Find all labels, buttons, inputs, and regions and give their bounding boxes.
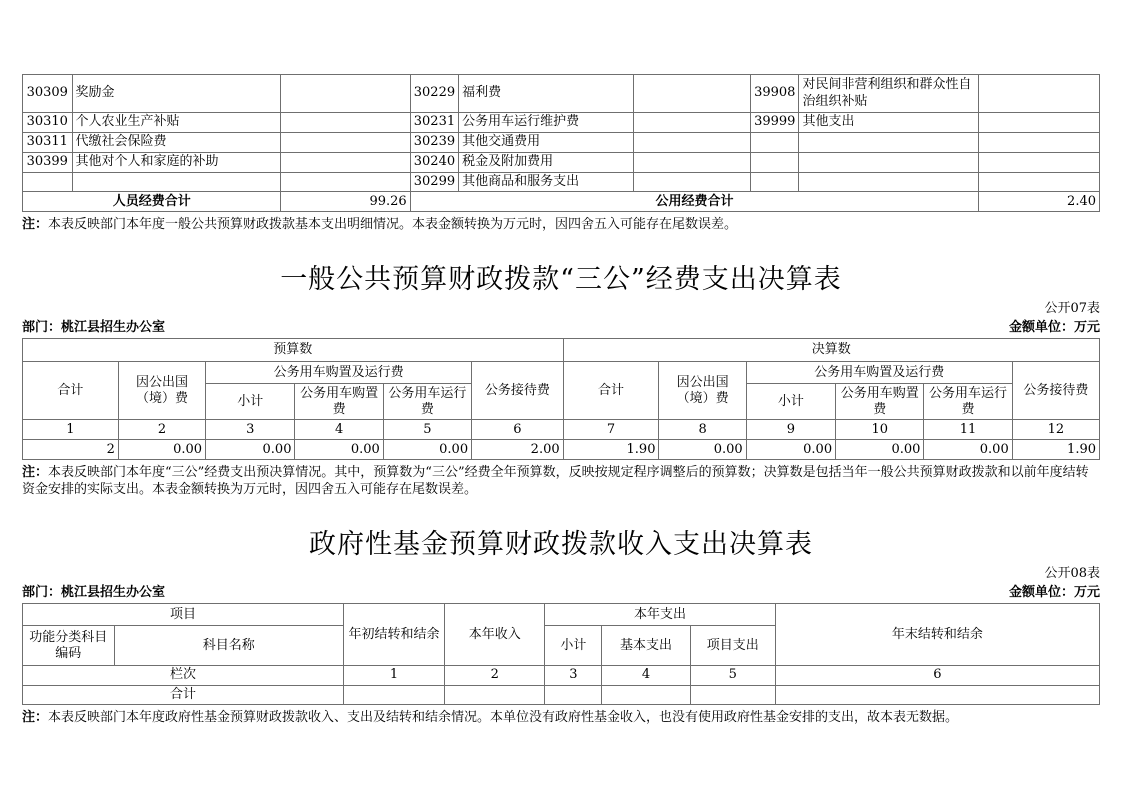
value-cell: 0.00 xyxy=(659,440,746,460)
department-label: 部门：桃江县招生办公室 xyxy=(22,585,166,601)
note-text: 本表反映部门本年度一般公共预算财政拨款基本支出明细情况。本表金额转换为万元时，因四舍五入可能存在尾数误差。 xyxy=(48,217,738,233)
cell-code: 30299 xyxy=(410,173,458,192)
cell-name: 福利费 xyxy=(459,75,633,113)
column-number-cell: 9 xyxy=(746,420,835,440)
cell-value xyxy=(281,153,410,173)
cell-value xyxy=(979,75,1100,113)
public-total-label-cell: 公用经费合计 xyxy=(410,192,979,212)
budget-group-header-cell: 预算数 xyxy=(23,339,564,362)
column-number-cell: 4 xyxy=(295,420,383,440)
value-cell: 0.00 xyxy=(383,440,471,460)
value-cell: 0.00 xyxy=(118,440,205,460)
cell-name: 对民间非营利组织和群众性自治组织补贴 xyxy=(799,75,979,113)
sangong-table-title: 一般公共预算财政拨款“三公”经费支出决算表 xyxy=(280,264,842,296)
cell-code: 30309 xyxy=(23,75,73,113)
empty-value-cell xyxy=(343,685,444,704)
note-prefix: 注： xyxy=(22,465,49,481)
header-row-top xyxy=(23,604,1100,626)
govfund-table-note xyxy=(22,709,1100,726)
note-text: 本表反映部门本年度“三公”经费支出预决算情况。其中，预算数为“三公”经费全年预算数，反映按规定程序调整后的预算数；决算数是包括当年一般公共预算财政拨款和以前年度结转资金安排的实际支出。本表金额转换为万元时，因四舍五入可能存在尾数误差。 xyxy=(22,465,1089,498)
header-cell-year-income: 本年收入 xyxy=(445,604,545,666)
public-total-value-cell: 2.40 xyxy=(979,192,1100,212)
cell-value xyxy=(633,153,750,173)
empty-value-cell xyxy=(775,685,1099,704)
govfund-table-code: 公开08表 xyxy=(1044,566,1100,582)
value-cell: 1.90 xyxy=(563,440,659,460)
cell-code xyxy=(23,173,73,192)
cell-code: 30229 xyxy=(410,75,458,113)
cell-name: 代缴社会保险费 xyxy=(72,133,281,153)
cell-value xyxy=(281,133,410,153)
value-cell: 0.00 xyxy=(924,440,1012,460)
value-cell: 0.00 xyxy=(836,440,924,460)
cell-name: 其他对个人和家庭的补助 xyxy=(72,153,281,173)
final-group-header-cell: 决算数 xyxy=(563,339,1099,362)
header-cell-subtotal: 小计 xyxy=(746,384,835,420)
header-cell-vehicle-purchase: 公务用车购置费 xyxy=(295,384,383,420)
value-row xyxy=(23,440,1100,460)
cell-value xyxy=(979,153,1100,173)
cell-value xyxy=(281,113,410,133)
value-cell: 2.00 xyxy=(472,440,564,460)
cell-code xyxy=(751,173,799,192)
note-text: 本表反映部门本年度政府性基金预算财政拨款收入、支出及结转和结余情况。本单位没有政府性基金收入，也没有使用政府性基金安排的支出，故本表无数据。 xyxy=(48,709,959,725)
cell-name xyxy=(72,173,281,192)
cell-code: 30231 xyxy=(410,113,458,133)
column-number-cell: 10 xyxy=(836,420,924,440)
column-number-row xyxy=(23,666,1100,685)
empty-value-cell xyxy=(445,685,545,704)
table-row xyxy=(23,75,1100,113)
table-row xyxy=(23,133,1100,153)
govfund-table-title: 政府性基金预算财政拨款收入支出决算表 xyxy=(309,529,813,561)
column-number-cell: 4 xyxy=(602,666,690,685)
header-cell-basic-expense: 基本支出 xyxy=(602,626,690,666)
column-number-cell: 3 xyxy=(206,420,295,440)
header-cell-vehicle-operation: 公务用车运行费 xyxy=(924,384,1012,420)
cell-code: 30311 xyxy=(23,133,73,153)
cell-value xyxy=(633,75,750,113)
header-cell-subtotal: 小计 xyxy=(206,384,295,420)
value-cell: 2 xyxy=(23,440,119,460)
empty-value-cell xyxy=(690,685,775,704)
cell-name xyxy=(799,153,979,173)
govfund-income-expenditure-table xyxy=(22,603,1100,705)
column-number-cell: 5 xyxy=(690,666,775,685)
cell-name: 奖励金 xyxy=(72,75,281,113)
cell-code: 39999 xyxy=(751,113,799,133)
cell-name: 其他交通费用 xyxy=(459,133,633,153)
sangong-table-note xyxy=(22,464,1100,498)
column-number-cell: 3 xyxy=(545,666,602,685)
cell-code xyxy=(751,153,799,173)
header-cell-total: 合计 xyxy=(563,362,659,420)
column-number-cell: 7 xyxy=(563,420,659,440)
total-label-cell: 合计 xyxy=(23,685,344,704)
header-cell-end-balance: 年末结转和结余 xyxy=(775,604,1099,666)
cell-code: 30240 xyxy=(410,153,458,173)
table-row xyxy=(23,153,1100,173)
cell-code: 39908 xyxy=(751,75,799,113)
column-number-cell: 1 xyxy=(343,666,444,685)
column-number-cell: 2 xyxy=(118,420,205,440)
basic-table-note xyxy=(22,216,1100,233)
cell-code: 30310 xyxy=(23,113,73,133)
cell-value xyxy=(633,133,750,153)
sangong-meta-row xyxy=(22,319,1100,336)
header-cell-project-expense: 项目支出 xyxy=(690,626,775,666)
header-cell-vehicle-group: 公务用车购置及运行费 xyxy=(746,362,1012,384)
govfund-meta-row xyxy=(22,584,1100,601)
cell-code: 30239 xyxy=(410,133,458,153)
column-number-cell: 8 xyxy=(659,420,746,440)
cell-value xyxy=(979,133,1100,153)
sangong-table-code: 公开07表 xyxy=(1044,301,1100,317)
header-cell-vehicle-purchase: 公务用车购置费 xyxy=(836,384,924,420)
unit-label: 金额单位：万元 xyxy=(1008,320,1100,336)
value-cell: 0.00 xyxy=(206,440,295,460)
cell-value xyxy=(633,173,750,192)
header-cell-item: 项目 xyxy=(23,604,344,626)
header-cell-abroad: 因公出国（境）费 xyxy=(659,362,746,420)
value-cell: 1.90 xyxy=(1012,440,1099,460)
cell-value xyxy=(281,173,410,192)
header-row-mid xyxy=(23,362,1100,384)
cell-name xyxy=(799,133,979,153)
column-number-cell: 11 xyxy=(924,420,1012,440)
header-cell-func-code: 功能分类科目编码 xyxy=(23,626,115,666)
header-cell-vehicle-operation: 公务用车运行费 xyxy=(383,384,471,420)
lanci-label-cell: 栏次 xyxy=(23,666,344,685)
value-cell: 0.00 xyxy=(746,440,835,460)
cell-name: 公务用车运行维护费 xyxy=(459,113,633,133)
column-number-cell: 6 xyxy=(775,666,1099,685)
cell-value xyxy=(979,173,1100,192)
header-cell-reception: 公务接待费 xyxy=(472,362,564,420)
department-label: 部门：桃江县招生办公室 xyxy=(22,320,166,336)
header-cell-subtotal: 小计 xyxy=(545,626,602,666)
totals-row xyxy=(23,192,1100,212)
header-cell-total: 合计 xyxy=(23,362,119,420)
column-number-cell: 2 xyxy=(445,666,545,685)
empty-value-cell xyxy=(602,685,690,704)
cell-value xyxy=(281,75,410,113)
cell-value xyxy=(979,113,1100,133)
empty-value-cell xyxy=(545,685,602,704)
header-cell-begin-balance: 年初结转和结余 xyxy=(343,604,444,666)
table-row xyxy=(23,173,1100,192)
cell-code: 30399 xyxy=(23,153,73,173)
unit-label: 金额单位：万元 xyxy=(1008,585,1100,601)
totals-row xyxy=(23,685,1100,704)
personnel-total-value-cell: 99.26 xyxy=(281,192,410,212)
sangong-expenditure-table xyxy=(22,338,1100,460)
column-number-cell: 6 xyxy=(472,420,564,440)
header-cell-year-expense: 本年支出 xyxy=(545,604,775,626)
cell-code xyxy=(751,133,799,153)
header-cell-vehicle-group: 公务用车购置及运行费 xyxy=(206,362,472,384)
header-cell-abroad: 因公出国（境）费 xyxy=(118,362,205,420)
value-cell: 0.00 xyxy=(295,440,383,460)
cell-name: 税金及附加费用 xyxy=(459,153,633,173)
header-cell-subject-name: 科目名称 xyxy=(114,626,343,666)
note-prefix: 注： xyxy=(22,217,49,233)
cell-name: 个人农业生产补贴 xyxy=(72,113,281,133)
note-prefix: 注： xyxy=(22,709,49,725)
cell-name xyxy=(799,173,979,192)
table-row xyxy=(23,113,1100,133)
column-number-cell: 12 xyxy=(1012,420,1099,440)
column-number-row xyxy=(23,420,1100,440)
header-cell-reception: 公务接待费 xyxy=(1012,362,1099,420)
column-number-cell: 1 xyxy=(23,420,119,440)
personnel-total-label-cell: 人员经费合计 xyxy=(23,192,281,212)
cell-value xyxy=(633,113,750,133)
cell-name: 其他商品和服务支出 xyxy=(459,173,633,192)
basic-expenditure-detail-table xyxy=(22,74,1100,212)
column-number-cell: 5 xyxy=(383,420,471,440)
header-row-group xyxy=(23,339,1100,362)
cell-name: 其他支出 xyxy=(799,113,979,133)
